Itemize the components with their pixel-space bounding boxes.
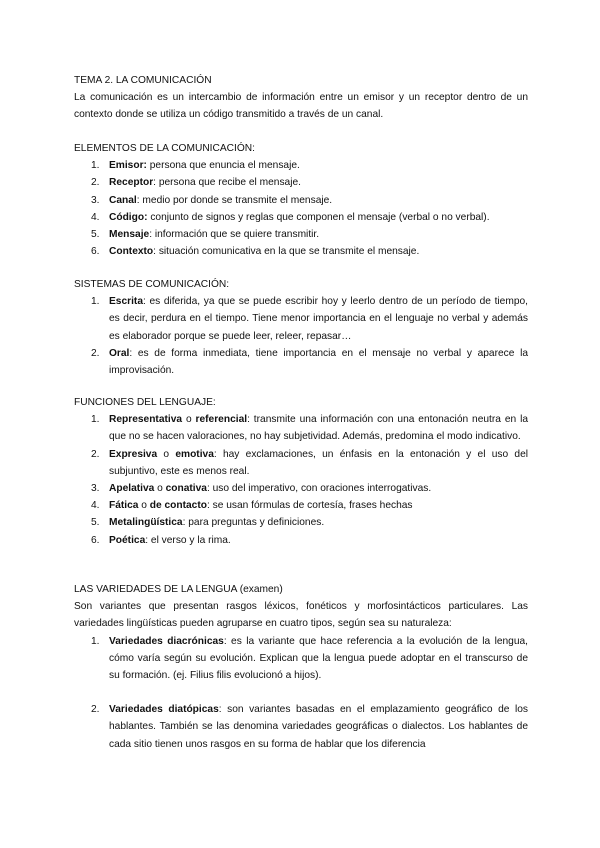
elementos-list — [74, 157, 528, 260]
list-item: 2. Oral: es de forma inmediata, tiene importancia en el mensaje no verbal y aparece la improvisación. — [91, 347, 528, 377]
list-item: 6. Contexto: situación comunicativa en la que se transmite el mensaje. — [91, 246, 420, 258]
section-elementos — [74, 140, 528, 260]
variedades-intro: Son variantes que presentan rasgos léxicos, fonéticos y morfosintácticos particulares. Las variedades lingüísticas pueden agruparse en cuatro tipos, según sea su naturaleza: — [74, 601, 528, 630]
list-item: 5. Mensaje: información que se quiere transmitir. — [91, 229, 320, 241]
list-item: 2. Expresiva o emotiva: hay exclamaciones, un énfasis en la entonación y el uso del subjuntivo, este es menos real. — [91, 448, 529, 477]
section-heading: FUNCIONES DEL LENGUAJE: — [74, 397, 216, 408]
list-item: 2. Variedades diatópicas: son variantes basadas en el emplazamiento geográfico de los hablantes. También se las denomina variedades geográficas o dialectos. Los hablantes de cada sitio tienen unos rasgos en su forma de hablar que los diferencia — [91, 704, 528, 750]
list-item: 3. Apelativa o conativa: uso del imperativo, con oraciones interrogativas. — [91, 483, 432, 495]
list-item: 6. Poética: el verso y la rima. — [91, 534, 231, 546]
document-title: TEMA 2. LA COMUNICACIÓN — [74, 75, 212, 86]
list-item: 1. Escrita: es diferida, ya que se puede escribir hoy y leerlo dentro de un período de tiempo, es decir, perdura en el tiempo. Tiene menor importancia en el lenguaje no verbal y además es elaborador porque se puede leer, releer, repasar… — [91, 296, 528, 342]
section-tema — [74, 72, 528, 124]
section-funciones — [74, 394, 528, 549]
section-sistemas — [74, 276, 528, 379]
list-item: 2. Receptor: persona que recibe el mensaje. — [91, 177, 301, 189]
intro-paragraph: La comunicación es un intercambio de información entre un emisor y un receptor dentro de un contexto donde se utiliza un código transmitido a través de un canal. — [74, 92, 528, 121]
section-heading: LAS VARIEDADES DE LA LENGUA (examen) — [74, 584, 283, 595]
funciones-list — [74, 411, 528, 549]
list-item: 4. Fática o de contacto: se usan fórmulas de cortesía, frases hechas — [91, 500, 413, 512]
section-heading: ELEMENTOS DE LA COMUNICACIÓN: — [74, 143, 255, 154]
list-item: 1. Variedades diacrónicas: es la variante que hace referencia a la evolución de la lengua, cómo varía según su evolución. Explican que la lengua puede adoptar en el transcurso de su formación. (ej. Filius filis evolucionó a hijos). — [91, 635, 528, 682]
list-item: 4. Código: conjunto de signos y reglas que componen el mensaje (verbal o no verbal). — [91, 211, 490, 223]
list-item: 3. Canal: medio por donde se transmite el mensaje. — [91, 194, 333, 206]
list-item: 5. Metalingüística: para preguntas y definiciones. — [91, 517, 325, 529]
variedades-list — [74, 633, 528, 753]
list-item: 1. Emisor: persona que enuncia el mensaje. — [91, 160, 300, 172]
sistemas-list — [74, 293, 528, 379]
section-variedades — [74, 581, 528, 753]
list-item: 1. Representativa o referencial: transmite una información con una entonación neutra en la que no se hacen valoraciones, no hay subjetividad. Además, predomina el modo indicativo. — [91, 414, 529, 443]
section-heading: SISTEMAS DE COMUNICACIÓN: — [74, 279, 230, 290]
